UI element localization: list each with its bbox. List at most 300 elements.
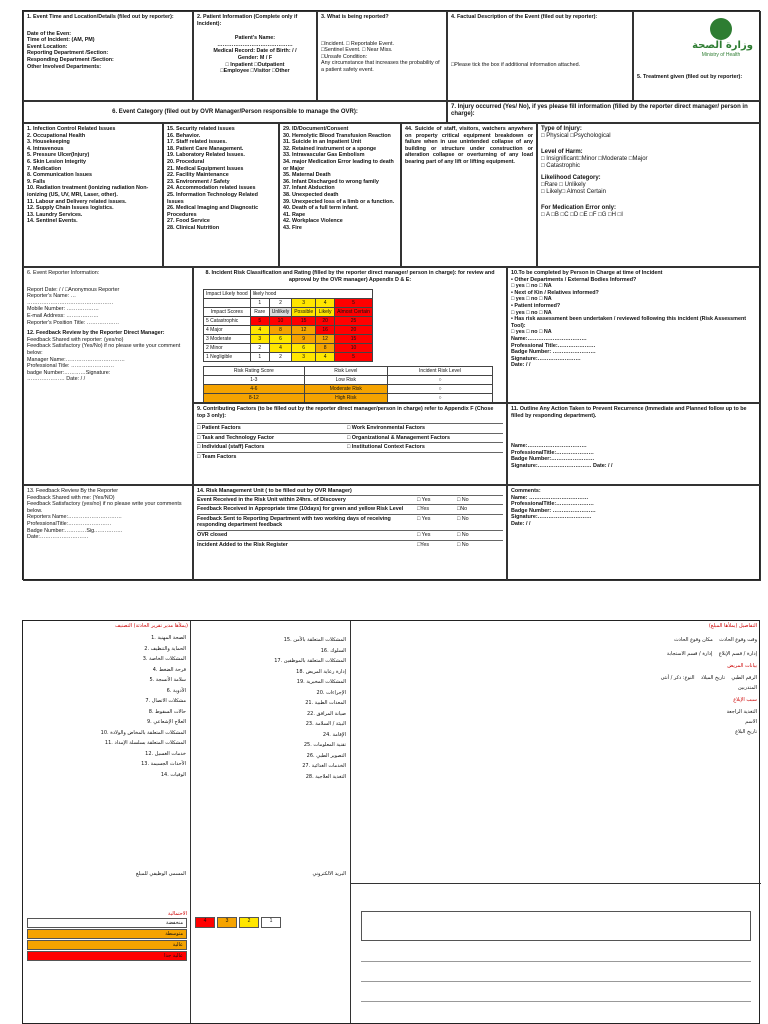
- event-time-location-cell: [23, 11, 193, 101]
- matrix-score: 10: [335, 344, 373, 353]
- contributing-factor: □ Patient Factors: [197, 425, 241, 432]
- event-detail-line: Event Location:: [27, 43, 68, 50]
- section-1-lines: [27, 31, 189, 71]
- person-in-charge-line: Signature:……………………: [511, 355, 581, 362]
- matrix-score: 10: [269, 317, 292, 326]
- report-type-line: □Unsafe Condition:: [321, 53, 368, 60]
- no-option[interactable]: □No: [457, 506, 468, 513]
- matrix-header: Impact Scores: [204, 308, 251, 317]
- no-option[interactable]: □ No: [457, 496, 469, 503]
- contributing-factor-row[interactable]: [197, 452, 503, 462]
- matrix-header: Impact Likely hood: [204, 290, 251, 299]
- category-item: 26. Medical Imaging and Diagnostic Procedures: [167, 205, 259, 218]
- arabic-rating-label: الاحتمالية: [168, 911, 187, 917]
- additional-info-note: □Please tick the box if additional information attached.: [451, 62, 581, 68]
- matrix-score: 4: [250, 326, 269, 335]
- report-type-line: □Incident. □ Reportable Event.: [321, 40, 395, 47]
- comment-line: Name: ……………………………: [511, 494, 589, 501]
- likelihood-label: Almost Certain: [335, 308, 373, 317]
- matrix-score: 2: [250, 344, 269, 353]
- matrix-score: 15: [292, 317, 316, 326]
- person-in-charge-line: Name:……………………………: [511, 335, 587, 342]
- patient-info-cell: [193, 11, 317, 101]
- matrix-score: 15: [335, 335, 373, 344]
- medication-error-options[interactable]: □ A □B □C □D □E □F □G □H □I: [541, 211, 623, 218]
- person-in-charge-line: Badge Number: ……………………: [511, 349, 596, 356]
- action-taken-cell: [507, 403, 761, 485]
- rating-score: 4-6: [204, 385, 305, 394]
- category-col-4: 44. Suicide of staff, visitors, watchers anywhere on property critical equipment breakdown or failure when in use unintended collapse of any building or structure under construction or alteration collapse or overturning of any load bearing part of any lift or lifting equipment.: [401, 123, 537, 267]
- treatment-given-cell: [633, 11, 761, 101]
- category-item: 3. Housekeeping: [27, 139, 70, 146]
- matrix-col-number: 3: [292, 299, 316, 308]
- category-col-3: [279, 123, 401, 267]
- section-12-title: 12. Feedback Review by the Reporter Direct Manager:: [27, 330, 165, 337]
- arabic-risk-level: منخفضة: [27, 918, 187, 928]
- ministry-name-en: Ministry of Health: [701, 52, 741, 59]
- risk-unit-row[interactable]: [197, 495, 503, 505]
- manager-review-line: Feedback Shared with reporter: (yes/no): [27, 336, 124, 343]
- manager-review-line: badge Number:…………Signature:: [27, 369, 111, 376]
- english-ovr-form: [22, 10, 760, 580]
- yes-option[interactable]: □Yes: [417, 506, 430, 513]
- rating-score: 1-3: [204, 376, 305, 385]
- arabic-category-item: الأدوية .6: [166, 687, 186, 694]
- category-item: 6. Skin Lesion Integrity: [27, 158, 87, 165]
- arabic-level-cell: 2: [239, 917, 259, 928]
- impact-label: 3 Moderate: [204, 335, 251, 344]
- event-detail-line: Other Involved Departments:: [27, 63, 101, 70]
- arabic-category-item: التصوير الطبي .26: [306, 752, 346, 759]
- category-item: 1. Infection Control Related Issues: [27, 126, 116, 132]
- category-item: 22. Facility Maintenance: [167, 172, 229, 179]
- reporter-feedback-line: Reporters Name:…………………………: [27, 514, 122, 521]
- patient-detail-line: □ Inpatient □Outpatient: [225, 61, 285, 68]
- yes-option[interactable]: □ Yes: [417, 531, 431, 538]
- category-item: 21. Medical Equipment Issues: [167, 165, 244, 172]
- impact-label: 5 Catastrophic: [204, 317, 251, 326]
- impact-label: 2 Minor: [204, 344, 251, 353]
- yes-option[interactable]: □ Yes: [417, 496, 431, 503]
- harm-level-options[interactable]: □ Insignificant□Minor □Moderate □Major: [541, 155, 648, 162]
- arabic-category-item: المشكلات المتعلقة بسلسلة الإمداد .11: [104, 740, 186, 746]
- category-item: 35. Maternal Death: [283, 172, 331, 179]
- matrix-score: 6: [292, 344, 316, 353]
- matrix-score: 20: [335, 326, 373, 335]
- risk-matrix-table: [203, 289, 373, 362]
- arabic-mrn-label: الرقم الطبي: [731, 675, 757, 681]
- category-item: 20. Procedural: [167, 158, 205, 165]
- category-item: 36. Infant Discharged to wrong family: [283, 178, 379, 185]
- section-4-title: 4. Factual Description of the Event (filed out by reporter):: [451, 14, 598, 20]
- event-detail-line: Date of the Even:: [27, 30, 72, 37]
- category-item: 38. Unexpected death: [283, 191, 339, 198]
- rating-level: Low Risk: [304, 376, 387, 385]
- section-2-lines: [197, 35, 313, 75]
- matrix-score: 12: [316, 335, 335, 344]
- contributing-factor: □ Task and Technology Factor: [197, 434, 275, 441]
- arabic-category-item: المشكلات الخاصة .3: [142, 656, 186, 662]
- ministry-name-ar: وزارة الصحة: [692, 40, 753, 51]
- reporter-line: E-mail Address: ………………: [27, 312, 99, 319]
- contributing-factor-row[interactable]: [197, 433, 503, 443]
- category-item: 25. Information Technology Related Issues: [167, 191, 258, 205]
- category-item: 7. Medication: [27, 165, 62, 172]
- category-item: 4. Intravenous: [27, 145, 64, 152]
- category-item: 10. Radiation treatment (ionizing radiation Non-ionizing (US, UV, MRI, Laser, other).: [27, 185, 149, 198]
- category-item: 32. Retained instrument or a sponge: [283, 145, 377, 152]
- category-item: 28. Clinical Nutrition: [167, 224, 220, 231]
- arabic-risk-level: متوسطة: [27, 929, 187, 939]
- risk-rating-table: [203, 366, 493, 403]
- arabic-category-item: المشكلات المخبرية .19: [296, 679, 346, 685]
- rating-radio: ○: [387, 376, 492, 385]
- arabic-category-item: المعدات الطبية .21: [305, 700, 346, 706]
- section-6-title: 6. Event Category (filed out by OVR Manager/Person responsible to manage the OVR):: [23, 101, 447, 123]
- arabic-category-item: حالات السقوط .8: [148, 708, 186, 715]
- category-item: 11. Labour and Delivery related issues.: [27, 198, 127, 205]
- arabic-location-label: مكان وقوع الحادث: [673, 637, 713, 643]
- person-in-charge-line: Date: / /: [511, 362, 531, 369]
- arabic-dob-label: تاريخ الميلاد: [700, 675, 725, 681]
- person-in-charge-cell: [507, 267, 761, 403]
- category-item: 43. Fire: [283, 224, 302, 231]
- arabic-reason-label: سبب الإبلاغ: [733, 697, 757, 703]
- matrix-score: 9: [292, 335, 316, 344]
- arabic-category-item: الحماية والتنظيف .2: [144, 645, 186, 652]
- arabic-reporting-dept-label: إدارة / قسم الإبلاغ: [718, 651, 757, 657]
- reporter-line: Reporter's Position Title: ………………: [27, 319, 120, 326]
- person-in-charge-line: • Other Departments / External Bodies Informed?: [511, 276, 637, 283]
- matrix-score: 20: [316, 317, 335, 326]
- patient-detail-line: Gender: M / F: [237, 54, 273, 61]
- comment-line: Badge Number: ……………………: [511, 507, 596, 514]
- arabic-category-item: إدارة رعاية المريض .18: [296, 668, 346, 675]
- arabic-col-right: [351, 621, 761, 1023]
- risk-unit-question: Incident Added to the Risk Register: [197, 541, 288, 548]
- comment-line: Date: / /: [511, 520, 531, 527]
- rating-header: Risk Level: [304, 367, 387, 376]
- factual-description-cell: [447, 11, 633, 101]
- risk-unit-row[interactable]: [197, 504, 503, 514]
- likelihood-label: Rare: [250, 308, 269, 317]
- category-item: 9. Falls: [27, 178, 46, 185]
- matrix-col-number: 2: [269, 299, 292, 308]
- event-detail-line: Reporting Department /Section:: [27, 50, 109, 57]
- section-9-title: 9. Contributing Factors (to be filled out by the reporter direct manager/person in charge) refer to Appendix F (Chose top 3 only):: [197, 406, 494, 419]
- harm-level-label: Level of Harm:: [541, 148, 583, 155]
- patient-detail-line: □Employee □Visitor □Other: [220, 68, 290, 75]
- category-item: 8. Communication Issues: [27, 172, 93, 179]
- action-taken-line: Signature:………………………… Date: / /: [511, 462, 613, 469]
- matrix-score: 6: [269, 335, 292, 344]
- arabic-category-item: تقنية المعلومات .25: [303, 742, 346, 748]
- arabic-category-item: الأحداث الجسيمة .13: [141, 761, 186, 767]
- arabic-level-cell: 4: [195, 917, 215, 928]
- reporter-line: …………………………………………: [27, 299, 114, 306]
- injury-type-options[interactable]: □ Physical □Psychological: [541, 133, 611, 140]
- rating-header: Risk Rating Score: [204, 367, 305, 376]
- risk-management-unit-cell: [193, 485, 507, 581]
- patient-detail-line: Medical Record: Date of Birth: / /: [213, 48, 297, 55]
- arabic-risk-level: عالية جدا: [27, 951, 187, 961]
- risk-unit-question: Event Received in the Risk Unit within 24hrs. of Discovery: [197, 496, 346, 503]
- matrix-col-number: 1: [250, 299, 269, 308]
- matrix-score: 8: [269, 326, 292, 335]
- rating-radio: ○: [387, 394, 492, 403]
- patient-detail-line: ……………………………………: [217, 41, 293, 48]
- arabic-trainees-label: المتدربين: [737, 685, 757, 691]
- matrix-score: 4: [316, 353, 335, 362]
- category-item: 17. Staff related issues.: [167, 139, 227, 146]
- matrix-header: likely hood: [250, 290, 372, 299]
- manager-review-line: Manager Name:……………………………: [27, 356, 125, 363]
- arabic-name-label: الاسم: [745, 719, 757, 725]
- person-in-charge-line: • Next of Kin / Relatives informed?: [511, 289, 599, 296]
- event-detail-line: Time of Incident: (AM, PM): [27, 37, 95, 44]
- arabic-email-label: البريد الالكتروني: [312, 871, 346, 877]
- event-detail-line: Responding Department /Section:: [27, 56, 114, 63]
- reporter-feedback-line: Badge Number:…………Sig.……………: [27, 527, 123, 534]
- matrix-col-number: 4: [316, 299, 335, 308]
- section-8-title: 8. Incident Risk Classification and Rating (filled by the reporter direct manager/ person in charge): for review and approval by the OVR manager) Appendix D & E:: [205, 270, 495, 283]
- no-option[interactable]: □ No: [457, 531, 469, 538]
- arabic-responding-dept-label: إدارة / قسم الاستجابة: [666, 651, 713, 657]
- matrix-score: 2: [269, 353, 292, 362]
- reporter-line: Reporter's Name: …: [27, 293, 76, 300]
- arabic-col-left: [23, 621, 191, 1023]
- comment-line: ProfessionalTitle:…………………: [511, 501, 594, 508]
- arabic-reporter-title: المسمى الوظيفي للمبلغ: [135, 871, 186, 877]
- arabic-patient-info-title: بيانات المريض: [727, 663, 757, 669]
- section-2-title: 2. Patient Information (Complete only if Incident):: [197, 14, 298, 27]
- arabic-feedback-label: التغذية الراجعة: [726, 709, 757, 715]
- category-item: 13. Laundry Services.: [27, 211, 83, 218]
- comment-line: Comments:: [511, 488, 541, 494]
- arabic-level-cell: 1: [261, 917, 281, 928]
- contributing-factor-row[interactable]: [197, 423, 503, 433]
- arabic-gender-label: النوع: ذكر / أنثى: [660, 675, 695, 681]
- arabic-category-item: خدمات الغسيل .12: [145, 750, 186, 757]
- contributing-factor: □ Institutional Context Factors: [347, 444, 425, 451]
- rating-score: 8-12: [204, 394, 305, 403]
- matrix-score: 25: [335, 317, 373, 326]
- likelihood-label: Unlikely: [269, 308, 292, 317]
- action-taken-line: Name:……………………………: [511, 443, 587, 450]
- arabic-category-item: المشكلات المتعلقة بالمخاض والولادة .10: [100, 729, 186, 736]
- section-13-title: 13. Feedback Review By the Reporter: [27, 488, 119, 494]
- category-item: 18. Patient Care Management.: [167, 145, 244, 152]
- manager-review-line: Professional Title: ……………………: [27, 363, 115, 370]
- risk-unit-question: Feedback Received in Appropriate time (10days) for green and yellow Risk Level: [197, 506, 404, 513]
- risk-unit-row[interactable]: [197, 540, 503, 550]
- rating-header: Incident Risk Level: [387, 367, 492, 376]
- ministry-logo: [686, 18, 756, 59]
- category-item: 40. Death of a full term infant.: [283, 205, 359, 212]
- category-item: 12. Supply Chain Issues logistics.: [27, 205, 114, 212]
- arabic-category-item: العلاج الإشعاعي .9: [146, 719, 186, 725]
- reporter-info-cell: [23, 267, 193, 485]
- ministry-seal-icon: [710, 18, 732, 40]
- arabic-classification-title: (يملأها مدير تقرير الحادثة) التصنيف: [115, 623, 188, 629]
- risk-unit-question: OVR closed: [197, 531, 228, 538]
- section-7-title: 7. Injury occurred (Yes/ No), if yes please fill information (filled by the reporter direct manager/ person in charge):: [447, 101, 761, 123]
- patient-detail-line: Patient's Name:: [234, 35, 276, 42]
- arabic-small-table: [361, 911, 751, 941]
- comment-line: Signature:…………………………: [511, 514, 592, 521]
- category-item: 29. ID/Document/Consent: [283, 126, 349, 132]
- category-item: 31. Suicide in an Inpatient Unit: [283, 139, 362, 146]
- matrix-col-number: 5: [335, 299, 373, 308]
- likelihood-label: Likelihood Category:: [541, 174, 601, 181]
- contributing-factor: □ Individual (staff) Factors: [197, 444, 265, 451]
- no-option[interactable]: □ No: [457, 515, 469, 522]
- contributing-factor: □ Work Environmental Factors: [347, 425, 426, 432]
- category-item: 33. Intravascular Gas Embolism: [283, 152, 365, 159]
- category-item: 39. Unexpected loss of a limb or a function.: [283, 198, 395, 205]
- person-in-charge-line: • Has risk assessment been undertaken / reviewed following this incident (Risk Assessment Tool):: [511, 316, 747, 329]
- rating-level: Moderate Risk: [304, 385, 387, 394]
- report-type-cell: [317, 11, 447, 101]
- matrix-blank: [204, 299, 251, 308]
- report-type-line: Any circumstance that increases the probability of a patient safety event.: [321, 60, 440, 73]
- reporter-line: Report Date: / / □Anonymous Reporter: [27, 286, 120, 293]
- medication-error-label: For Medication Error only:: [541, 204, 617, 211]
- category-item: 24. Accommodation related issues: [167, 185, 256, 192]
- reporter-feedback-line: Feedback Satisfactory (yes/no) if no please write your comments below.: [27, 501, 182, 514]
- arabic-category-item: الصحة المهنية .1: [151, 635, 186, 641]
- matrix-score: 16: [316, 326, 335, 335]
- arabic-ovr-form: [22, 620, 760, 1024]
- category-item: 30. Hemolytic Blood Transfusion Reaction: [283, 132, 391, 139]
- person-in-charge-line: □ yes □ no □ NA: [511, 329, 552, 336]
- likelihood-label: Likely: [316, 308, 335, 317]
- report-type-line: □Sentinel Event. □ Near Miss.: [321, 47, 393, 54]
- risk-unit-question: Feedback Sent to Reporting Department with two working days of receiving responding department feedback: [197, 515, 391, 529]
- arabic-category-item: الخدمات الغذائية .27: [302, 763, 346, 769]
- section-10-title: 10.To be completed by Person in Charge at time of Incident: [511, 270, 663, 276]
- action-taken-line: Badge Number:……………………: [511, 456, 595, 463]
- category-item: 41. Rape: [283, 211, 306, 218]
- arabic-details-title: التفاصيل (يملأها المبلغ): [708, 623, 757, 629]
- contributing-factor-row[interactable]: [197, 442, 503, 452]
- person-in-charge-line: □ yes □ no □ NA: [511, 283, 552, 290]
- yes-option[interactable]: □Yes: [417, 541, 430, 548]
- arabic-risk-level: عالية: [27, 940, 187, 950]
- contributing-factor: □ Organizational & Management Factors: [347, 434, 451, 441]
- injury-type-label: Type of Injury:: [541, 126, 582, 132]
- harm-level-options-2[interactable]: □ Catastrophic: [541, 163, 580, 170]
- person-in-charge-line: Professional Title:…………………: [511, 342, 596, 349]
- category-item: 27. Food Service: [167, 218, 210, 225]
- section-1-title: 1. Event Time and Location/Details (filed out by reporter):: [27, 14, 174, 20]
- impact-label: 4 Major: [204, 326, 251, 335]
- arabic-category-item: السلوك .16: [320, 647, 346, 654]
- arabic-col-mid: [191, 621, 351, 1023]
- person-in-charge-line: □ yes □ no □ NA: [511, 296, 552, 303]
- section-11-title: 11. Outline Any Action Taken to Prevent Recurrence (Immediate and Planned follow up to be filled by responding department).: [511, 406, 747, 419]
- matrix-score: 5: [335, 353, 373, 362]
- category-item: 16. Behavior.: [167, 132, 201, 139]
- injury-details-cell: [537, 123, 761, 267]
- feedback-review-reporter-cell: [23, 485, 193, 581]
- reporter-feedback-line: Date:………………………: [27, 534, 89, 541]
- category-item: 15. Security related issues: [167, 126, 235, 132]
- arabic-category-item: سلامة الأنسجة .5: [149, 677, 186, 683]
- category-item: 23. Environment / Safety: [167, 178, 230, 185]
- category-item: 2. Occupational Health: [27, 132, 86, 139]
- person-in-charge-line: • Patient informed?: [511, 302, 561, 309]
- arabic-category-item: الإقامة .24: [322, 731, 346, 738]
- manager-review-line: Feedback Satisfactory (Yes/No) if no please write your comment below:: [27, 343, 181, 356]
- matrix-score: 1: [250, 353, 269, 362]
- arabic-category-item: المشكلات المتعلقة بالموظفين .17: [274, 658, 346, 664]
- matrix-score: 8: [316, 344, 335, 353]
- reporter-line: Mobile Number: ………………: [27, 306, 99, 313]
- no-option[interactable]: □ No: [457, 541, 469, 548]
- reporter-info-title: 6. Event Reporter Information:: [27, 270, 100, 276]
- likelihood-label: Possible: [292, 308, 316, 317]
- arabic-time-label: وقت وقوع الحادث: [719, 637, 757, 643]
- contributing-factor: □ Team Factors: [197, 453, 237, 460]
- arabic-level-cell: 3: [217, 917, 237, 928]
- matrix-score: 5: [250, 317, 269, 326]
- likelihood-options[interactable]: □Rare □ Unlikely: [541, 181, 586, 188]
- reporter-feedback-line: Feedback Shared with me: (Yes/NO): [27, 494, 115, 501]
- category-item: 42. Workplace Violence: [283, 218, 343, 225]
- action-taken-line: ProfessionalTitle:…………………: [511, 449, 594, 456]
- category-item: 34. major Medication Error leading to death or Major: [283, 158, 394, 172]
- reporter-feedback-line: ProfessionalTitle:……………………: [27, 520, 112, 527]
- category-item: 19. Laboratory Related Issues.: [167, 152, 245, 159]
- manager-review-line: ………………… Date: / /: [27, 376, 86, 383]
- section-3-lines: [321, 41, 443, 74]
- risk-unit-row[interactable]: [197, 514, 503, 530]
- comments-cell: [507, 485, 761, 581]
- matrix-score: 4: [269, 344, 292, 353]
- arabic-category-item: الإجراءات .20: [316, 689, 346, 696]
- arabic-category-item: التغذية العلاجية .28: [305, 773, 346, 780]
- risk-unit-row[interactable]: [197, 530, 503, 540]
- yes-option[interactable]: □ Yes: [417, 515, 431, 522]
- arabic-category-item: صيانة المرافق .22: [306, 710, 346, 717]
- category-col-2: [163, 123, 279, 267]
- arabic-category-item: الوفيات .14: [160, 771, 186, 778]
- arabic-category-item: قرحة الضغط .4: [152, 666, 186, 673]
- risk-classification-cell: [193, 267, 507, 403]
- arabic-category-item: المشكلات المتعلقة بالأمن .15: [283, 637, 346, 643]
- arabic-category-item: مشكلات الاتصال .7: [145, 698, 186, 704]
- matrix-score: 3: [250, 335, 269, 344]
- category-item: 5. Pressure Ulcer(Injury): [27, 152, 90, 159]
- rating-level: High Risk: [304, 394, 387, 403]
- impact-label: 1 Negligible: [204, 353, 251, 362]
- category-item: 37. Infant Abduction: [283, 185, 335, 192]
- contributing-factors-cell: [193, 403, 507, 485]
- rating-radio: ○: [387, 385, 492, 394]
- arabic-date-label: تاريخ البلاغ: [735, 729, 757, 735]
- category-col-1: [23, 123, 163, 267]
- section-5-title: 5. Treatment given (filed out by reporter):: [637, 74, 743, 80]
- matrix-score: 3: [292, 353, 316, 362]
- category-item: 14. Sentinel Events.: [27, 218, 78, 225]
- section-3-title: 3. What is being reported?: [321, 14, 389, 20]
- likelihood-options-2[interactable]: □ Likely□ Almost Certain: [541, 189, 606, 196]
- section-14-title: 14. Risk Management Unit ( to be filled out by OVR Manager): [197, 488, 352, 494]
- person-in-charge-line: □ yes □ no □ NA: [511, 309, 552, 316]
- matrix-score: 12: [292, 326, 316, 335]
- arabic-category-item: البيئة / السلامة .23: [305, 721, 346, 727]
